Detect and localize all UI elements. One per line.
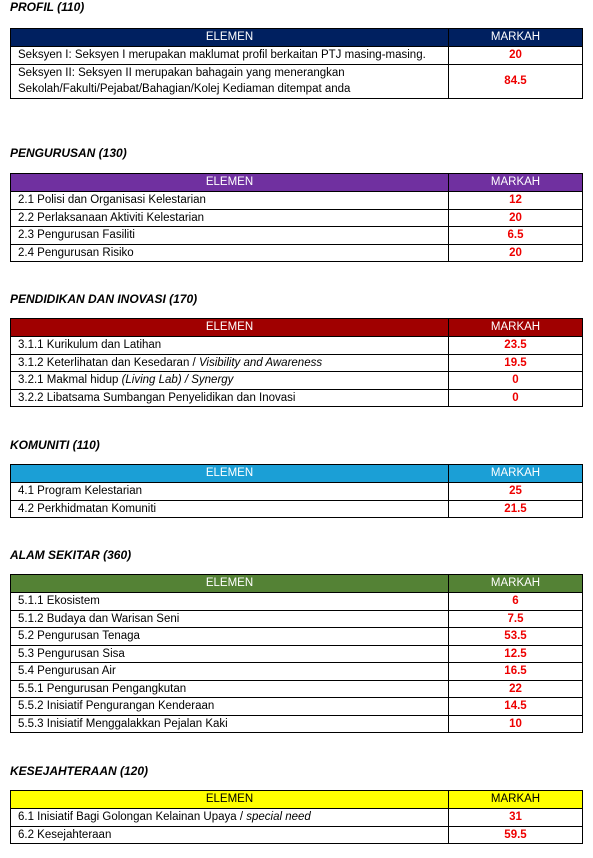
elemen-label: 3.2.1 Makmal hidup — [18, 374, 122, 386]
section-title: PROFIL (110) — [10, 0, 85, 14]
elemen-label: 5.1.2 Budaya dan Warisan Seni — [18, 612, 180, 625]
table-row — [11, 500, 583, 518]
elemen-cell — [11, 628, 449, 646]
elemen-label: 2.3 Pengurusan Fasiliti — [18, 229, 135, 241]
section-title: PENDIDIKAN DAN INOVASI (170) — [10, 292, 198, 306]
markah-value: 19.5 — [449, 354, 583, 372]
elemen-cell — [11, 372, 449, 390]
elemen-cell — [11, 47, 449, 65]
table-row — [11, 715, 583, 733]
header-elemen: ELEMEN — [11, 174, 449, 192]
elemen-label: 5.3 Pengurusan Sisa — [18, 647, 125, 660]
elemen-cell — [11, 610, 449, 628]
table-header-row — [11, 319, 583, 337]
elemen-cell — [11, 500, 449, 518]
table-header-row — [11, 465, 583, 483]
header-markah: MARKAH — [449, 319, 583, 337]
elemen-cell — [11, 337, 449, 355]
elemen-label: 3.1.2 Keterlihatan dan Kesedaran / — [18, 356, 199, 369]
markah-value: 0 — [449, 372, 583, 390]
elemen-cell — [11, 244, 449, 262]
elemen-cell — [11, 826, 449, 844]
elemen-label: 5.5.3 Inisiatif Menggalakkan Pejalan Kaki — [18, 717, 228, 730]
elemen-label: 3.2.2 Libatsama Sumbangan Penyelidikan dan Inovasi — [18, 391, 296, 404]
section-table — [10, 28, 583, 99]
elemen-cell — [11, 483, 449, 501]
table-row — [11, 244, 583, 262]
table-row — [11, 809, 583, 827]
section-title: ALAM SEKITAR (360) — [10, 548, 132, 562]
markah-value: 20 — [449, 47, 583, 65]
elemen-cell — [11, 192, 449, 210]
markah-value: 12 — [449, 192, 583, 210]
table-row — [11, 372, 583, 390]
markah-value: 22 — [449, 680, 583, 698]
table-header-row — [11, 791, 583, 809]
header-markah: MARKAH — [449, 174, 583, 192]
elemen-label-italic: special need — [246, 811, 311, 823]
table-row — [11, 47, 583, 65]
elemen-cell — [11, 593, 449, 611]
elemen-label: 5.5.1 Pengurusan Pengangkutan — [18, 682, 187, 695]
header-markah: MARKAH — [449, 29, 583, 47]
table-row — [11, 593, 583, 611]
table-row — [11, 826, 583, 844]
table-row — [11, 663, 583, 681]
table-row — [11, 610, 583, 628]
elemen-cell — [11, 389, 449, 407]
elemen-cell — [11, 209, 449, 227]
markah-value: 53.5 — [449, 628, 583, 646]
elemen-cell — [11, 354, 449, 372]
elemen-label: 5.4 Pengurusan Air — [18, 665, 116, 677]
table-row — [11, 645, 583, 663]
elemen-label-italic: Visibility and Awareness — [198, 356, 323, 369]
header-markah: MARKAH — [449, 465, 583, 483]
section-table — [10, 173, 583, 262]
elemen-cell — [11, 663, 449, 681]
markah-value: 10 — [449, 715, 583, 733]
elemen-label: 3.1.1 Kurikulum dan Latihan — [18, 339, 162, 351]
table-header-row — [11, 29, 583, 47]
table-row — [11, 64, 583, 98]
elemen-label-italic: (Living Lab) / Synergy — [121, 374, 234, 386]
elemen-cell — [11, 715, 449, 733]
elemen-cell — [11, 680, 449, 698]
header-elemen: ELEMEN — [11, 791, 449, 809]
markah-value: 7.5 — [449, 610, 583, 628]
elemen-cell — [11, 645, 449, 663]
elemen-label: Seksyen II: Seksyen II merupakan bahagain yang menerangkan Sekolah/Fakulti/Pejabat/Bahagian/Kolej Kediaman ditempat anda — [18, 66, 351, 95]
table-row — [11, 227, 583, 245]
markah-value: 23.5 — [449, 337, 583, 355]
table-row — [11, 680, 583, 698]
markah-value: 0 — [449, 389, 583, 407]
markah-value: 6 — [449, 593, 583, 611]
markah-value: 20 — [449, 209, 583, 227]
table-row — [11, 337, 583, 355]
elemen-cell — [11, 227, 449, 245]
markah-value: 59.5 — [449, 826, 583, 844]
section-title: PENGURUSAN (130) — [10, 146, 127, 160]
table-row — [11, 354, 583, 372]
header-elemen: ELEMEN — [11, 29, 449, 47]
elemen-label: 6.2 Kesejahteraan — [18, 828, 112, 841]
table-row — [11, 192, 583, 210]
elemen-cell — [11, 698, 449, 716]
section-table — [10, 318, 583, 407]
markah-value: 25 — [449, 483, 583, 501]
table-row — [11, 389, 583, 407]
table-header-row — [11, 575, 583, 593]
table-row — [11, 698, 583, 716]
markah-value: 84.5 — [449, 64, 583, 98]
markah-value: 16.5 — [449, 663, 583, 681]
elemen-label: 2.1 Polisi dan Organisasi Kelestarian — [18, 194, 206, 206]
elemen-label: Seksyen I: Seksyen I merupakan maklumat profil berkaitan PTJ masing-masing. — [18, 49, 426, 61]
section-title: KESEJAHTERAAN (120) — [10, 764, 149, 778]
header-elemen: ELEMEN — [11, 319, 449, 337]
markah-value: 20 — [449, 244, 583, 262]
elemen-label: 5.1.1 Ekosistem — [18, 595, 100, 607]
elemen-cell — [11, 809, 449, 827]
elemen-label: 5.5.2 Inisiatif Pengurangan Kenderaan — [18, 700, 215, 712]
table-row — [11, 209, 583, 227]
markah-value: 31 — [449, 809, 583, 827]
section-table — [10, 464, 583, 518]
section-table — [10, 574, 583, 733]
elemen-label: 5.2 Pengurusan Tenaga — [18, 630, 140, 642]
elemen-cell — [11, 64, 449, 98]
header-markah: MARKAH — [449, 791, 583, 809]
elemen-label: 2.2 Perlaksanaan Aktiviti Kelestarian — [18, 211, 205, 224]
markah-value: 6.5 — [449, 227, 583, 245]
table-row — [11, 628, 583, 646]
table-row — [11, 483, 583, 501]
markah-value: 14.5 — [449, 698, 583, 716]
elemen-label: 6.1 Inisiatif Bagi Golongan Kelainan Upaya / — [18, 811, 247, 823]
header-elemen: ELEMEN — [11, 575, 449, 593]
markah-value: 12.5 — [449, 645, 583, 663]
header-markah: MARKAH — [449, 575, 583, 593]
section-table — [10, 790, 583, 844]
table-header-row — [11, 174, 583, 192]
elemen-label: 4.1 Program Kelestarian — [18, 485, 143, 497]
section-title: KOMUNITI (110) — [10, 438, 100, 452]
markah-value: 21.5 — [449, 500, 583, 518]
header-elemen: ELEMEN — [11, 465, 449, 483]
elemen-label: 2.4 Pengurusan Risiko — [18, 246, 134, 259]
elemen-label: 4.2 Perkhidmatan Komuniti — [18, 502, 157, 515]
